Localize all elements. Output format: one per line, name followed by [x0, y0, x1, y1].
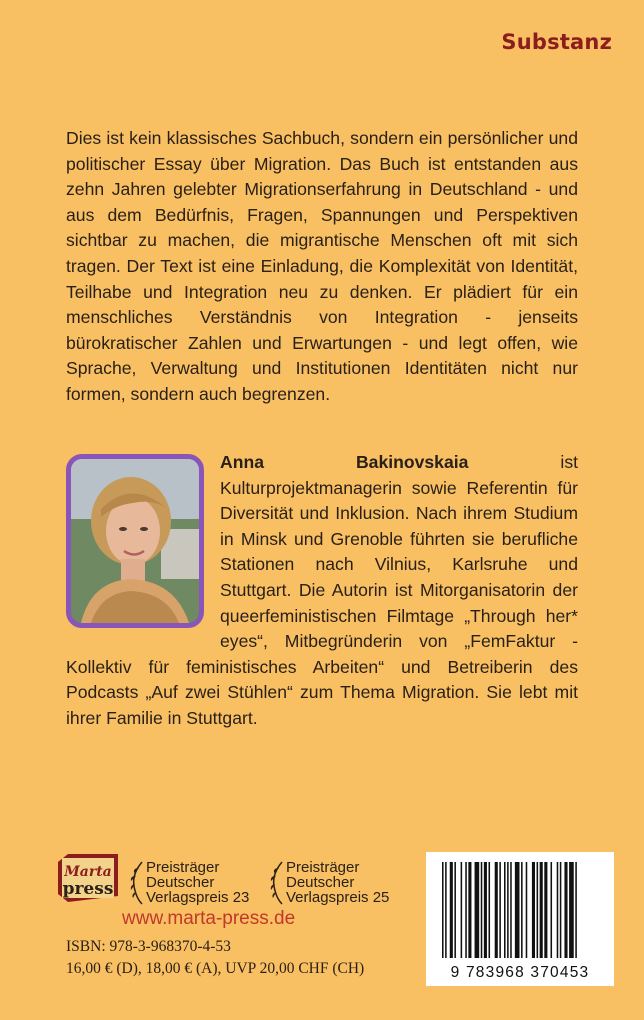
price-info: 16,00 € (D), 18,00 € (A), UVP 20,00 CHF (CH) [66, 960, 365, 977]
laurel-icon [270, 860, 284, 906]
award-line2: Deutscher [146, 874, 215, 891]
award-line1: Preisträger [286, 859, 360, 876]
barcode-bar [465, 862, 467, 958]
award-line1: Preisträger [146, 859, 220, 876]
barcode-bar [564, 862, 567, 958]
barcode-bar [484, 862, 487, 958]
barcode-bar [510, 862, 512, 958]
barcode-bar [468, 862, 471, 958]
barcode-bar [569, 862, 574, 958]
author-photo [66, 454, 204, 628]
barcode-bar [551, 862, 553, 958]
laurel-icon [130, 860, 144, 906]
author-bio [66, 450, 578, 732]
book-description: Dies ist kein klassisches Sachbuch, sondern ein persönlicher und politischer Essay über Migration. Das Buch ist entstanden aus zehn Jahren gelebter Migrationserfahrung in Deutschland - und aus dem Bedürfnis, Fragen, Spannungen und Perspektiven sichtbar zu machen, die migrantische Menschen oft mit sich tragen. Der Text ist eine Einladung, die Komplexität von Identität, Teilhabe und Integration neu zu denken. Er plädiert für ein menschliches Verständnis von Integration - jenseits bürokratischer Zahlen und Erwartungen - und legt offen, wie Sprache, Verwaltung und Institutionen Identitäten nicht nur formen, sondern auch begrenzen. [66, 128, 578, 404]
logo-text-marta: Marta [64, 864, 112, 880]
author-bio-text: ist Kulturprojektmanagerin sowie Referentin für Diversität und Inklusion. Nach ihrem Studium in Minsk und Grenoble führten sie berufliche Stationen nach Vilnius, Karlsruhe und Stuttgart. Die Autorin ist Mitorganisatorin der queerfeministischen Filmtage „Through her* eyes“, Mitbegründerin von „FemFaktur - Kollektiv für feministisches Arbeiten“ und Betreiberin des Podcasts „Auf zwei Stühlen“ zum Thema Migration. Sie lebt mit ihrer Familie in Stuttgart. [66, 452, 579, 728]
award-line3: Verlagspreis 23 [146, 889, 250, 906]
barcode-bar [442, 862, 444, 958]
series-label: Substanz [501, 30, 612, 54]
barcode-bar [560, 862, 562, 958]
barcode-bar [575, 862, 577, 958]
barcode-bar [537, 862, 539, 958]
barcode-number: 9 783968 370453 [450, 964, 590, 981]
barcode-bar [544, 862, 547, 958]
barcode-bar [557, 862, 559, 958]
barcode-bar [499, 862, 501, 958]
barcode-bar [454, 862, 456, 958]
award-line2: Deutscher [286, 874, 355, 891]
logo-text-press: press [62, 879, 114, 899]
barcode-bar [475, 862, 480, 958]
barcode-bar [540, 862, 543, 958]
barcode [426, 852, 614, 986]
barcode-bar [515, 862, 520, 958]
barcode-bars [426, 852, 614, 964]
award-badge-25 [270, 860, 400, 906]
barcode-bar [521, 862, 523, 958]
barcode-bar [450, 862, 453, 958]
isbn: ISBN: 978-3-968370-4-53 [66, 938, 231, 955]
barcode-bar [489, 862, 491, 958]
barcode-bar [526, 862, 528, 958]
barcode-bar [507, 862, 509, 958]
award-badge-23 [130, 860, 260, 906]
barcode-bar [495, 862, 498, 958]
award-line3: Verlagspreis 25 [286, 889, 390, 906]
barcode-bar [481, 862, 483, 958]
barcode-bar [461, 862, 463, 958]
publisher-website[interactable]: www.marta-press.de [122, 908, 296, 929]
barcode-bar [504, 862, 506, 958]
barcode-bar [532, 862, 535, 958]
barcode-bar [445, 862, 447, 958]
publisher-logo [56, 852, 120, 904]
author-name: Anna Bakinovskaia [220, 452, 469, 472]
